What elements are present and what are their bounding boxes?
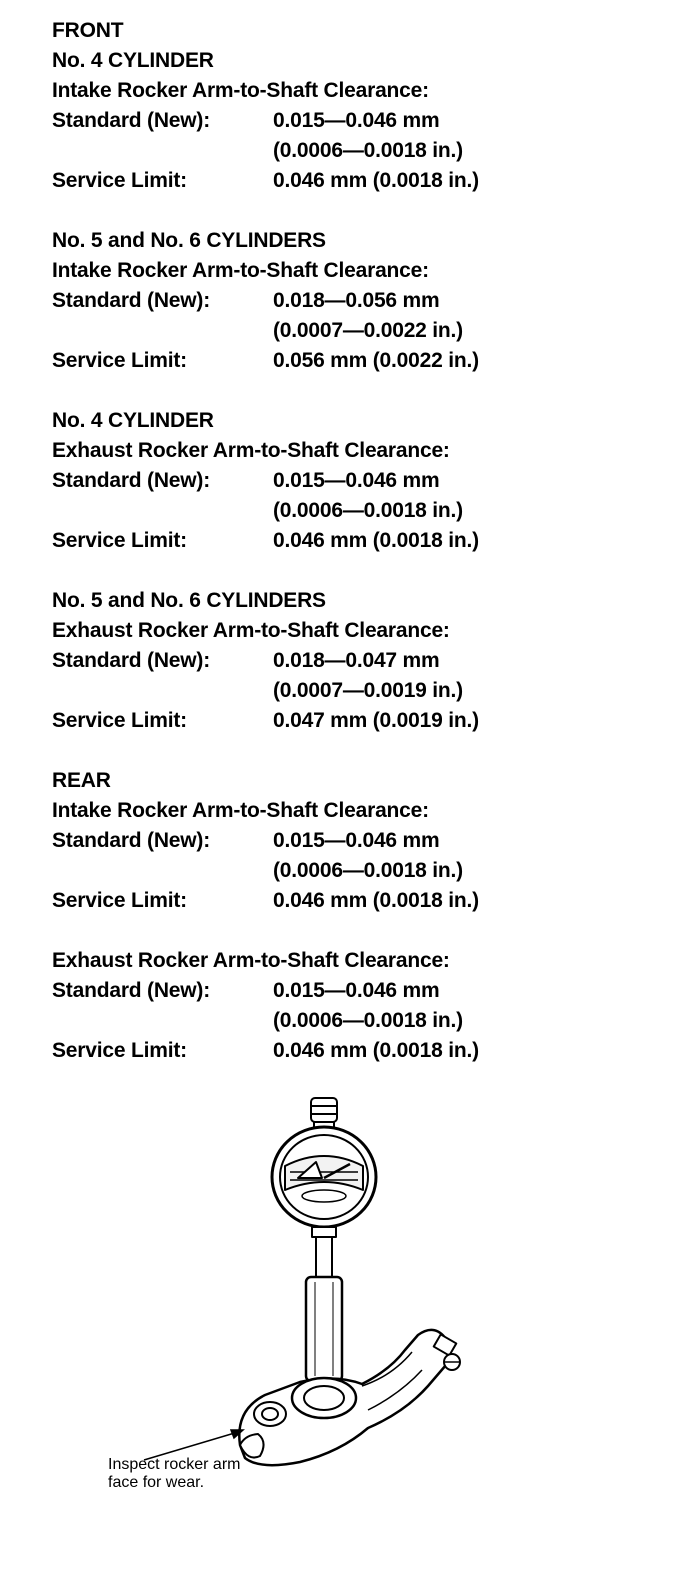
limit-label: Service Limit: xyxy=(52,709,187,732)
standard-inch-value: (0.0007—0.0022 in.) xyxy=(273,319,463,342)
standard-row xyxy=(52,976,672,1006)
standard-inch-row xyxy=(52,1006,672,1036)
figure-caption xyxy=(108,1456,240,1492)
limit-label: Service Limit: xyxy=(52,889,187,912)
bore-gauge-rocker-arm-illustration xyxy=(100,1090,480,1490)
spec-section-rear-exhaust xyxy=(52,946,672,1066)
limit-value: 0.047 mm (0.0019 in.) xyxy=(273,709,479,732)
limit-label: Service Limit: xyxy=(52,349,187,372)
section-heading: REAR xyxy=(52,769,111,792)
limit-row xyxy=(52,526,672,556)
standard-label: Standard (New): xyxy=(52,979,211,1002)
standard-row xyxy=(52,106,672,136)
standard-label: Standard (New): xyxy=(52,289,211,312)
limit-value: 0.046 mm (0.0018 in.) xyxy=(273,1039,479,1062)
standard-inch-value: (0.0007—0.0019 in.) xyxy=(273,679,463,702)
standard-inch-row xyxy=(52,136,672,166)
standard-label: Standard (New): xyxy=(52,109,211,132)
standard-mm-value: 0.018—0.056 mm xyxy=(273,289,440,312)
gauge-plunger xyxy=(311,1098,337,1122)
limit-value: 0.046 mm (0.0018 in.) xyxy=(273,889,479,912)
standard-row xyxy=(52,646,672,676)
caption-line: Inspect rocker arm xyxy=(108,1456,241,1473)
clearance-heading: Intake Rocker Arm-to-Shaft Clearance: xyxy=(52,799,429,822)
standard-label: Standard (New): xyxy=(52,649,211,672)
limit-label: Service Limit: xyxy=(52,1039,187,1062)
standard-label: Standard (New): xyxy=(52,469,211,492)
limit-label: Service Limit: xyxy=(52,529,187,552)
standard-inch-value: (0.0006—0.0018 in.) xyxy=(273,499,463,522)
clearance-heading: Exhaust Rocker Arm-to-Shaft Clearance: xyxy=(52,619,450,642)
standard-row xyxy=(52,826,672,856)
standard-inch-row xyxy=(52,316,672,346)
clearance-heading: Intake Rocker Arm-to-Shaft Clearance: xyxy=(52,259,429,282)
spec-section-front-cyl4-exhaust xyxy=(52,406,672,556)
clearance-heading: Intake Rocker Arm-to-Shaft Clearance: xyxy=(52,79,429,102)
standard-mm-value: 0.018—0.047 mm xyxy=(273,649,440,672)
cylinder-heading: No. 5 and No. 6 CYLINDERS xyxy=(52,589,326,612)
standard-row xyxy=(52,466,672,496)
clearance-heading: Exhaust Rocker Arm-to-Shaft Clearance: xyxy=(52,949,450,972)
cylinder-heading: No. 4 CYLINDER xyxy=(52,49,214,72)
spec-document xyxy=(52,16,672,1066)
limit-value: 0.046 mm (0.0018 in.) xyxy=(273,169,479,192)
standard-inch-value: (0.0006—0.0018 in.) xyxy=(273,859,463,882)
limit-row xyxy=(52,346,672,376)
standard-row xyxy=(52,286,672,316)
standard-inch-value: (0.0006—0.0018 in.) xyxy=(273,1009,463,1032)
gauge-handle xyxy=(306,1277,342,1381)
standard-mm-value: 0.015—0.046 mm xyxy=(273,109,440,132)
caption-line: face for wear. xyxy=(108,1474,205,1491)
standard-mm-value: 0.015—0.046 mm xyxy=(273,979,440,1002)
limit-row xyxy=(52,706,672,736)
limit-value: 0.056 mm (0.0022 in.) xyxy=(273,349,479,372)
spec-section-front-cyl56-exhaust xyxy=(52,586,672,736)
cylinder-heading: No. 4 CYLINDER xyxy=(52,409,214,432)
limit-value: 0.046 mm (0.0018 in.) xyxy=(273,529,479,552)
section-heading: FRONT xyxy=(52,19,124,42)
standard-inch-row xyxy=(52,496,672,526)
spec-section-front-cyl4-intake xyxy=(52,16,672,196)
standard-mm-value: 0.015—0.046 mm xyxy=(273,469,440,492)
limit-row xyxy=(52,1036,672,1066)
spec-section-front-cyl56-intake xyxy=(52,226,672,376)
cylinder-heading: No. 5 and No. 6 CYLINDERS xyxy=(52,229,326,252)
standard-inch-row xyxy=(52,676,672,706)
clearance-heading: Exhaust Rocker Arm-to-Shaft Clearance: xyxy=(52,439,450,462)
standard-label: Standard (New): xyxy=(52,829,211,852)
standard-inch-value: (0.0006—0.0018 in.) xyxy=(273,139,463,162)
limit-row xyxy=(52,166,672,196)
standard-inch-row xyxy=(52,856,672,886)
limit-label: Service Limit: xyxy=(52,169,187,192)
spec-section-rear-intake xyxy=(52,766,672,916)
limit-row xyxy=(52,886,672,916)
standard-mm-value: 0.015—0.046 mm xyxy=(273,829,440,852)
